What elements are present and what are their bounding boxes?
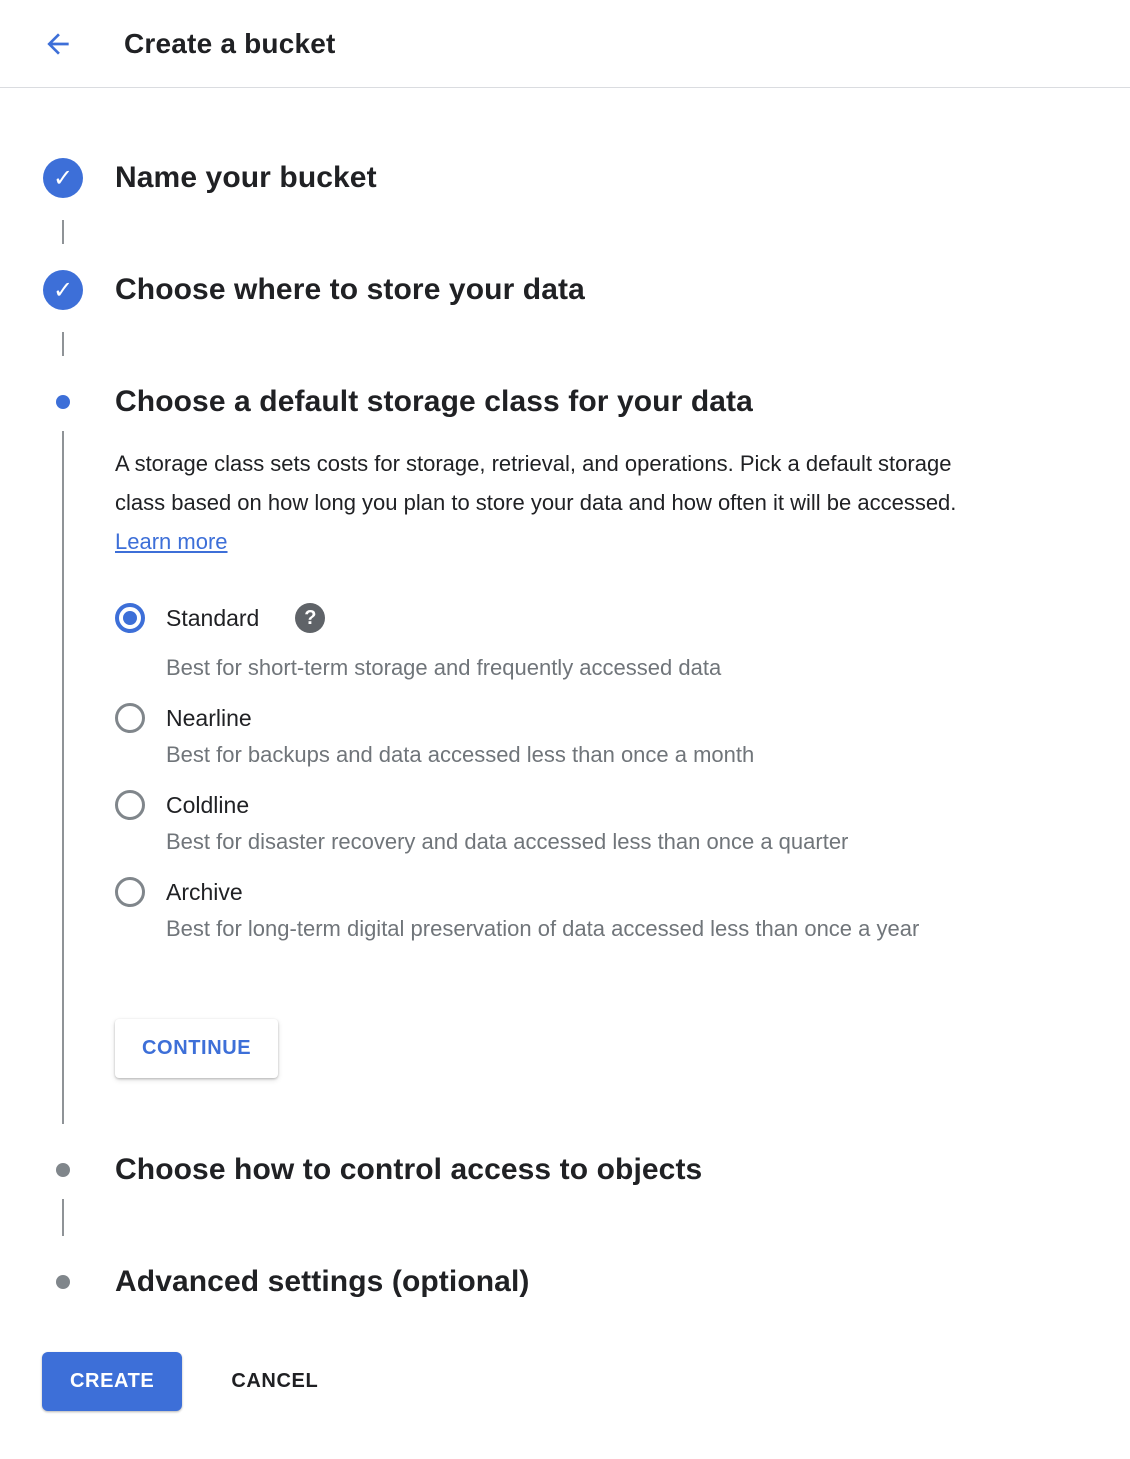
radio-archive[interactable] xyxy=(115,877,145,907)
storage-class-radio-group xyxy=(115,603,995,942)
step-pending-dot-icon xyxy=(56,1275,70,1289)
step-advanced-settings xyxy=(0,1262,1130,1322)
option-coldline-row[interactable] xyxy=(115,790,995,820)
page-title: Create a bucket xyxy=(124,27,336,59)
step-label-name-your-bucket[interactable]: Name your bucket xyxy=(115,161,377,194)
option-standard xyxy=(115,603,995,681)
step-rail xyxy=(42,1150,84,1262)
option-nearline xyxy=(115,703,995,768)
step-completed-check-icon: ✓ xyxy=(43,270,83,310)
step-connector-line xyxy=(62,431,64,1124)
option-standard-description: Best for short-term storage and frequently accessed data xyxy=(166,655,722,680)
option-coldline xyxy=(115,790,995,855)
step-connector-line xyxy=(62,332,64,356)
create-button[interactable]: CREATE xyxy=(42,1352,182,1411)
step-label-choose-location[interactable]: Choose where to store your data xyxy=(115,273,585,306)
option-archive xyxy=(115,877,995,942)
option-nearline-label[interactable]: Nearline xyxy=(166,704,252,731)
step-storage-class xyxy=(0,382,1130,1150)
radio-nearline[interactable] xyxy=(115,703,145,733)
step-label-access-control: Choose how to control access to objects xyxy=(115,1153,703,1186)
arrow-back-icon xyxy=(42,28,74,60)
step-rail xyxy=(42,1262,84,1322)
step-pending-dot-icon xyxy=(56,1163,70,1177)
radio-standard[interactable] xyxy=(115,603,145,633)
option-archive-label[interactable]: Archive xyxy=(166,878,243,905)
option-coldline-label[interactable]: Coldline xyxy=(166,791,250,818)
step-completed-check-icon: ✓ xyxy=(43,158,83,198)
step-rail xyxy=(42,382,84,1150)
step-label-storage-class: Choose a default storage class for your data xyxy=(115,385,753,418)
back-button[interactable] xyxy=(40,26,76,62)
step-name-your-bucket xyxy=(0,158,1130,270)
footer-actions xyxy=(42,1352,1130,1459)
step-rail xyxy=(42,158,84,270)
cancel-button[interactable]: CANCEL xyxy=(231,1360,318,1403)
option-nearline-row[interactable] xyxy=(115,703,995,733)
step-access-control xyxy=(0,1150,1130,1262)
storage-class-description xyxy=(115,444,995,561)
option-coldline-description: Best for disaster recovery and data accessed less than once a quarter xyxy=(166,829,849,854)
step-choose-location xyxy=(0,270,1130,382)
radio-coldline[interactable] xyxy=(115,790,145,820)
option-standard-row[interactable] xyxy=(115,603,995,633)
storage-class-body xyxy=(115,444,995,1078)
create-bucket-stepper xyxy=(0,88,1130,1322)
continue-button[interactable]: CONTINUE xyxy=(115,1019,278,1078)
step-connector-line xyxy=(62,220,64,244)
step-label-advanced-settings: Advanced settings (optional) xyxy=(115,1265,530,1298)
step-active-dot-icon xyxy=(56,395,70,409)
option-archive-description: Best for long-term digital preservation of data accessed less than once a year xyxy=(166,916,920,941)
help-icon[interactable]: ? xyxy=(295,603,325,633)
option-nearline-description: Best for backups and data accessed less than once a month xyxy=(166,742,755,767)
learn-more-link[interactable]: Learn more xyxy=(115,529,228,554)
option-archive-row[interactable] xyxy=(115,877,995,907)
step-connector-line xyxy=(62,1199,64,1236)
step-rail xyxy=(42,270,84,382)
option-standard-label[interactable]: Standard xyxy=(166,604,260,631)
storage-class-description-text: A storage class sets costs for storage, retrieval, and operations. Pick a default storage class based on how long you plan to store your data and how often it will be accessed. xyxy=(115,451,957,515)
page-header xyxy=(0,0,1130,88)
